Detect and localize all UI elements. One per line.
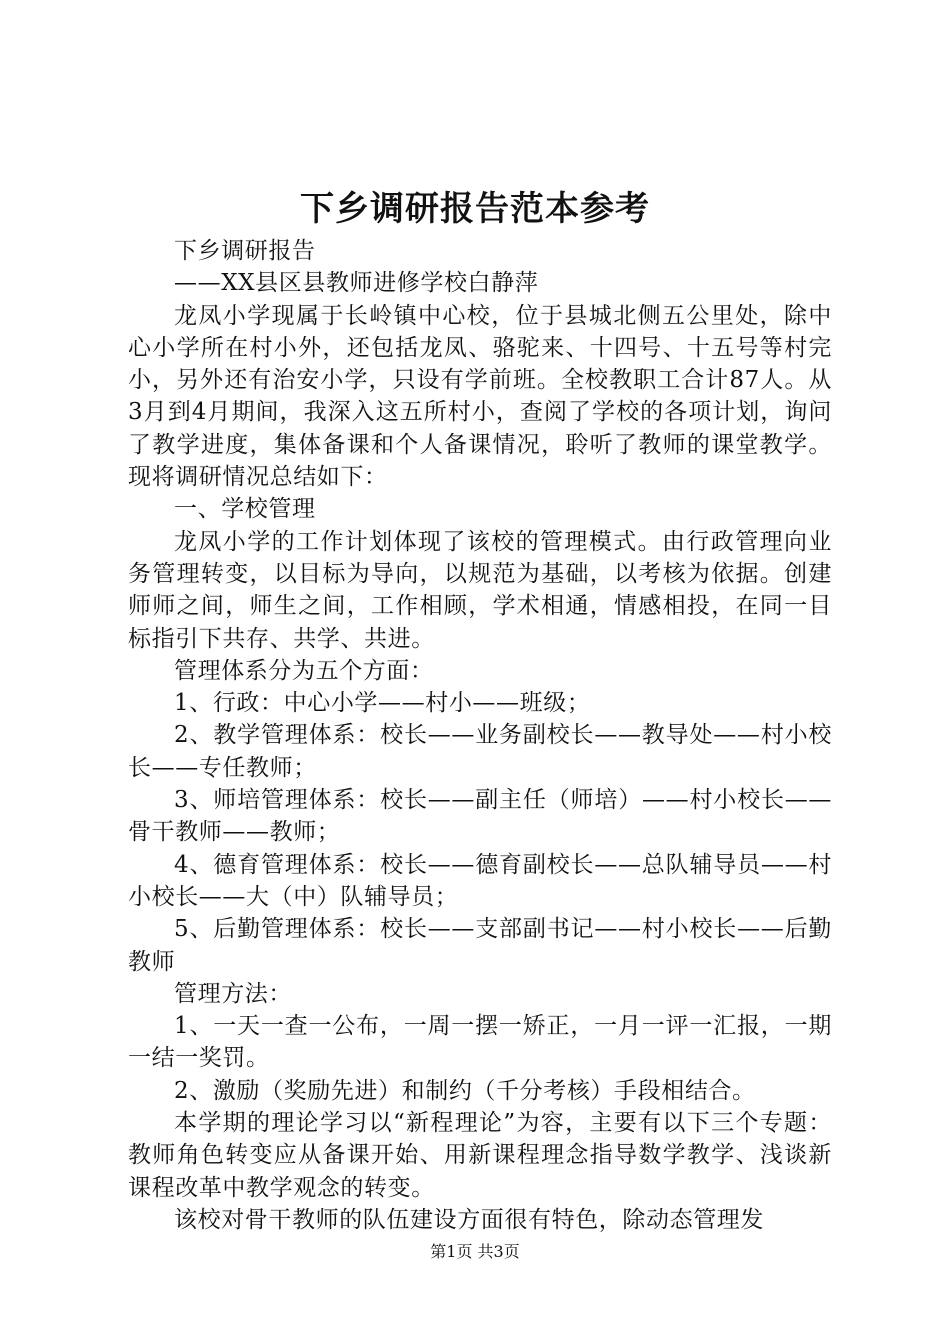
list-item-moral-system: 4、德育管理体系：校长——德育副校长——总队辅导员——村小校长——大（中）队辅导员；	[128, 851, 832, 910]
list-item-logistics-system: 5、后勤管理体系：校长——支部副书记——村小校长——后勤教师	[128, 916, 832, 975]
paragraph-backbone-teachers: 该校对骨干教师的队伍建设方面很有特色，除动态管理发	[174, 1206, 764, 1233]
paragraph-theory-study: 本学期的理论学习以“新程理论”为容，主要有以下三个专题：教师角色转变应从备课开始、用新课程理念指导数学教学、浅谈新课程改革中教学观念的转变。	[128, 1110, 832, 1201]
page-footer: 第1页 共3页	[430, 1242, 520, 1261]
paragraph-author: ——XX县区县教师进修学校白静萍	[174, 270, 539, 297]
document-body	[128, 235, 832, 1236]
document-title: 下乡调研报告范本参考	[300, 189, 650, 229]
list-item-method-1: 1、一天一查一公布，一周一摆一矫正，一月一评一汇报，一期一结一奖罚。	[128, 1013, 832, 1072]
paragraph-system-overview: 管理体系分为五个方面：	[174, 657, 434, 684]
list-item-administration: 1、行政：中心小学——村小——班级；	[174, 690, 591, 717]
paragraph-management-mode: 龙凤小学的工作计划体现了该校的管理模式。由行政管理向业务管理转变，以目标为导向，以规范为基础，以考核为依据。创建师师之间，师生之间，工作相顾，学术相通，情感相投，在同一目标指引下共存、共学、共进。	[128, 528, 832, 652]
paragraph-subtitle: 下乡调研报告	[174, 238, 316, 264]
list-item-training-system: 3、师培管理体系：校长——副主任（师培）——村小校长——骨干教师——教师；	[128, 787, 832, 846]
list-item-method-2: 2、激励（奖励先进）和制约（千分考核）手段相结合。	[174, 1077, 756, 1104]
list-item-teaching-system: 2、教学管理体系：校长——业务副校长——教导处——村小校长——专任教师；	[128, 722, 832, 781]
paragraph-intro: 龙凤小学现属于长岭镇中心校，位于县城北侧五公里处，除中心小学所在村小外，还包括龙凤、骆驼来、十四号、十五号等村完小，另外还有治安小学，只设有学前班。全校教职工合计87人。从3月到4月期间，我深入这五所村小，查阅了学校的各项计划，询问了教学进度，集体备课和个人备课情况，聆听了教师的课堂教学。现将调研情况总结如下：	[128, 302, 832, 491]
paragraph-methods-heading: 管理方法：	[174, 980, 292, 1007]
section-heading-school-management: 一、学校管理	[174, 496, 316, 523]
